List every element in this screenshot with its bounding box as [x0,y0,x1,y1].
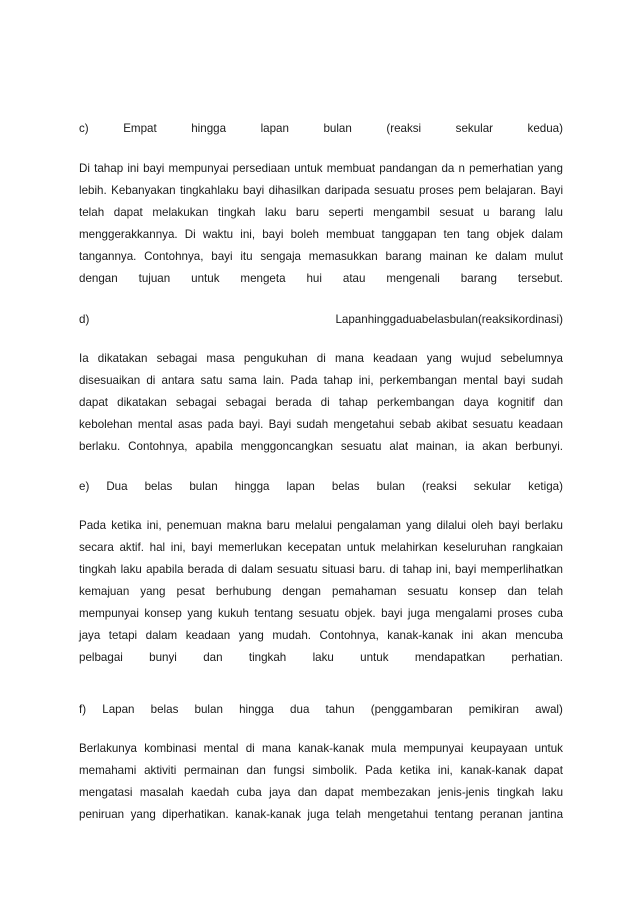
paragraph-line: tingkah laku apabila berada di dalam sesuatu situasi baru. di tahap ini, bayi memperlihatkan [79,563,563,576]
section-d-heading [79,313,563,327]
heading-word: f) [79,703,87,716]
paragraph-line: tangannya. Contohnya, bayi itu sengaja memasukkan barang mainan ke dalam mulut [79,250,563,263]
paragraph-line: peniruan yang diperhatikan. kanak-kanak juga telah mengetahui tentang peranan jantina [79,808,564,821]
heading-word: sekular [455,122,494,135]
paragraph-line: Pada ketika ini, penemuan makna baru melalui pengalaman yang dilalui oleh bayi berlaku [79,519,563,532]
heading-word: Empat [123,122,157,135]
paragraph-line: Di tahap ini bayi mempunyai persediaan untuk membuat pandangan da n pemerhatian yang [79,162,563,175]
heading-word: lapan [260,122,289,135]
section-f-heading [79,703,563,717]
paragraph-line: secara aktif. hal ini, bayi memerlukan kecepatan untuk melahirkan keseluruhan rangkaian [79,541,563,554]
heading-word: hingga [191,122,227,135]
heading-word: ketiga) [528,480,563,493]
paragraph-line: berlaku. Contohnya, apabila menggoncangkan sesuatu alat mainan, ia akan berbunyi. [79,440,563,453]
heading-word: belas [331,480,360,493]
paragraph-line: dapat dikatakan sebagai sebagai berada di tahap perkembangan daya kognitif dan [79,396,563,409]
heading-word: (reaksi [421,480,457,493]
heading-word: hingga [234,480,270,493]
heading-title: Lapanhinggaduabelasbulan(reaksikordinasi) [335,313,563,326]
heading-word: (reaksi [386,122,422,135]
heading-word: tahun [325,703,355,716]
heading-label: d) [79,313,90,326]
paragraph-line: Berlakunya kombinasi mental di mana kanak-kanak mula mempunyai keupayaan untuk [79,742,563,755]
heading-word: sekular [473,480,512,493]
heading-word: (penggambaran [370,703,453,716]
heading-word: dua [290,703,310,716]
heading-word: bulan [194,703,223,716]
heading-word: lapan [286,480,315,493]
heading-word: Lapan [102,703,135,716]
heading-word: Dua [106,480,128,493]
heading-word: belas [144,480,173,493]
heading-word: pemikiran [468,703,519,716]
paragraph-line: telah dapat melakukan tingkah laku baru seperti mengambil sesuat u barang lalu [79,206,563,219]
heading-word: c) [79,122,89,135]
heading-word: hingga [239,703,274,716]
section-c-heading [79,122,563,136]
heading-word: awal) [535,703,563,716]
paragraph-line: Ia dikatakan sebagai masa pengukuhan di mana keadaan yang wujud sebelumnya [79,352,563,365]
paragraph-line: pelbagai bunyi dan tingkah laku untuk mendapatkan perhatian. [79,651,563,664]
paragraph-line: mengatasi masalah kaedah cuba jaya dan dapat membezakan jenis-jenis tingkah laku [79,786,564,799]
paragraph-line: disesuaikan di antara satu sama lain. Pada tahap ini, perkembangan mental bayi sudah [79,374,564,387]
heading-word: belas [150,703,179,716]
heading-word: bulan [376,480,405,493]
heading-word: kedua) [527,122,563,135]
section-e-heading [79,480,563,494]
heading-word: bulan [189,480,218,493]
paragraph-line: lebih. Kebanyakan tingkahlaku bayi dihasilkan daripada sesuatu proses pem belajaran. Bayi [79,184,564,197]
paragraph-line: dengan tujuan untuk mengeta hui atau mengenali barang tersebut. [79,272,563,285]
paragraph-line: kemajuan yang pesat berhubung dengan pemahaman sesuatu konsep dan telah [79,585,564,598]
heading-word: e) [79,480,90,493]
paragraph-line: memahami aktiviti permainan dan fungsi simbolik. Pada ketika ini, kanak-kanak dapat [79,764,563,777]
paragraph-line: kebolehan mental asas pada bayi. Bayi sudah mengetahui sebab akibat sesuatu keadaan [79,418,563,431]
paragraph-line: jaya tetapi dalam keadaan yang mudah. Contohnya, kanak-kanak ini akan mencuba [79,629,563,642]
paragraph-line: mempunyai konsep yang kukuh tentang sesuatu objek. bayi juga mengalami proses cuba [79,607,563,620]
paragraph-line: menggerakkannya. Di waktu ini, bayi boleh membuat tanggapan ten tang objek dalam [79,228,563,241]
heading-word: bulan [323,122,352,135]
